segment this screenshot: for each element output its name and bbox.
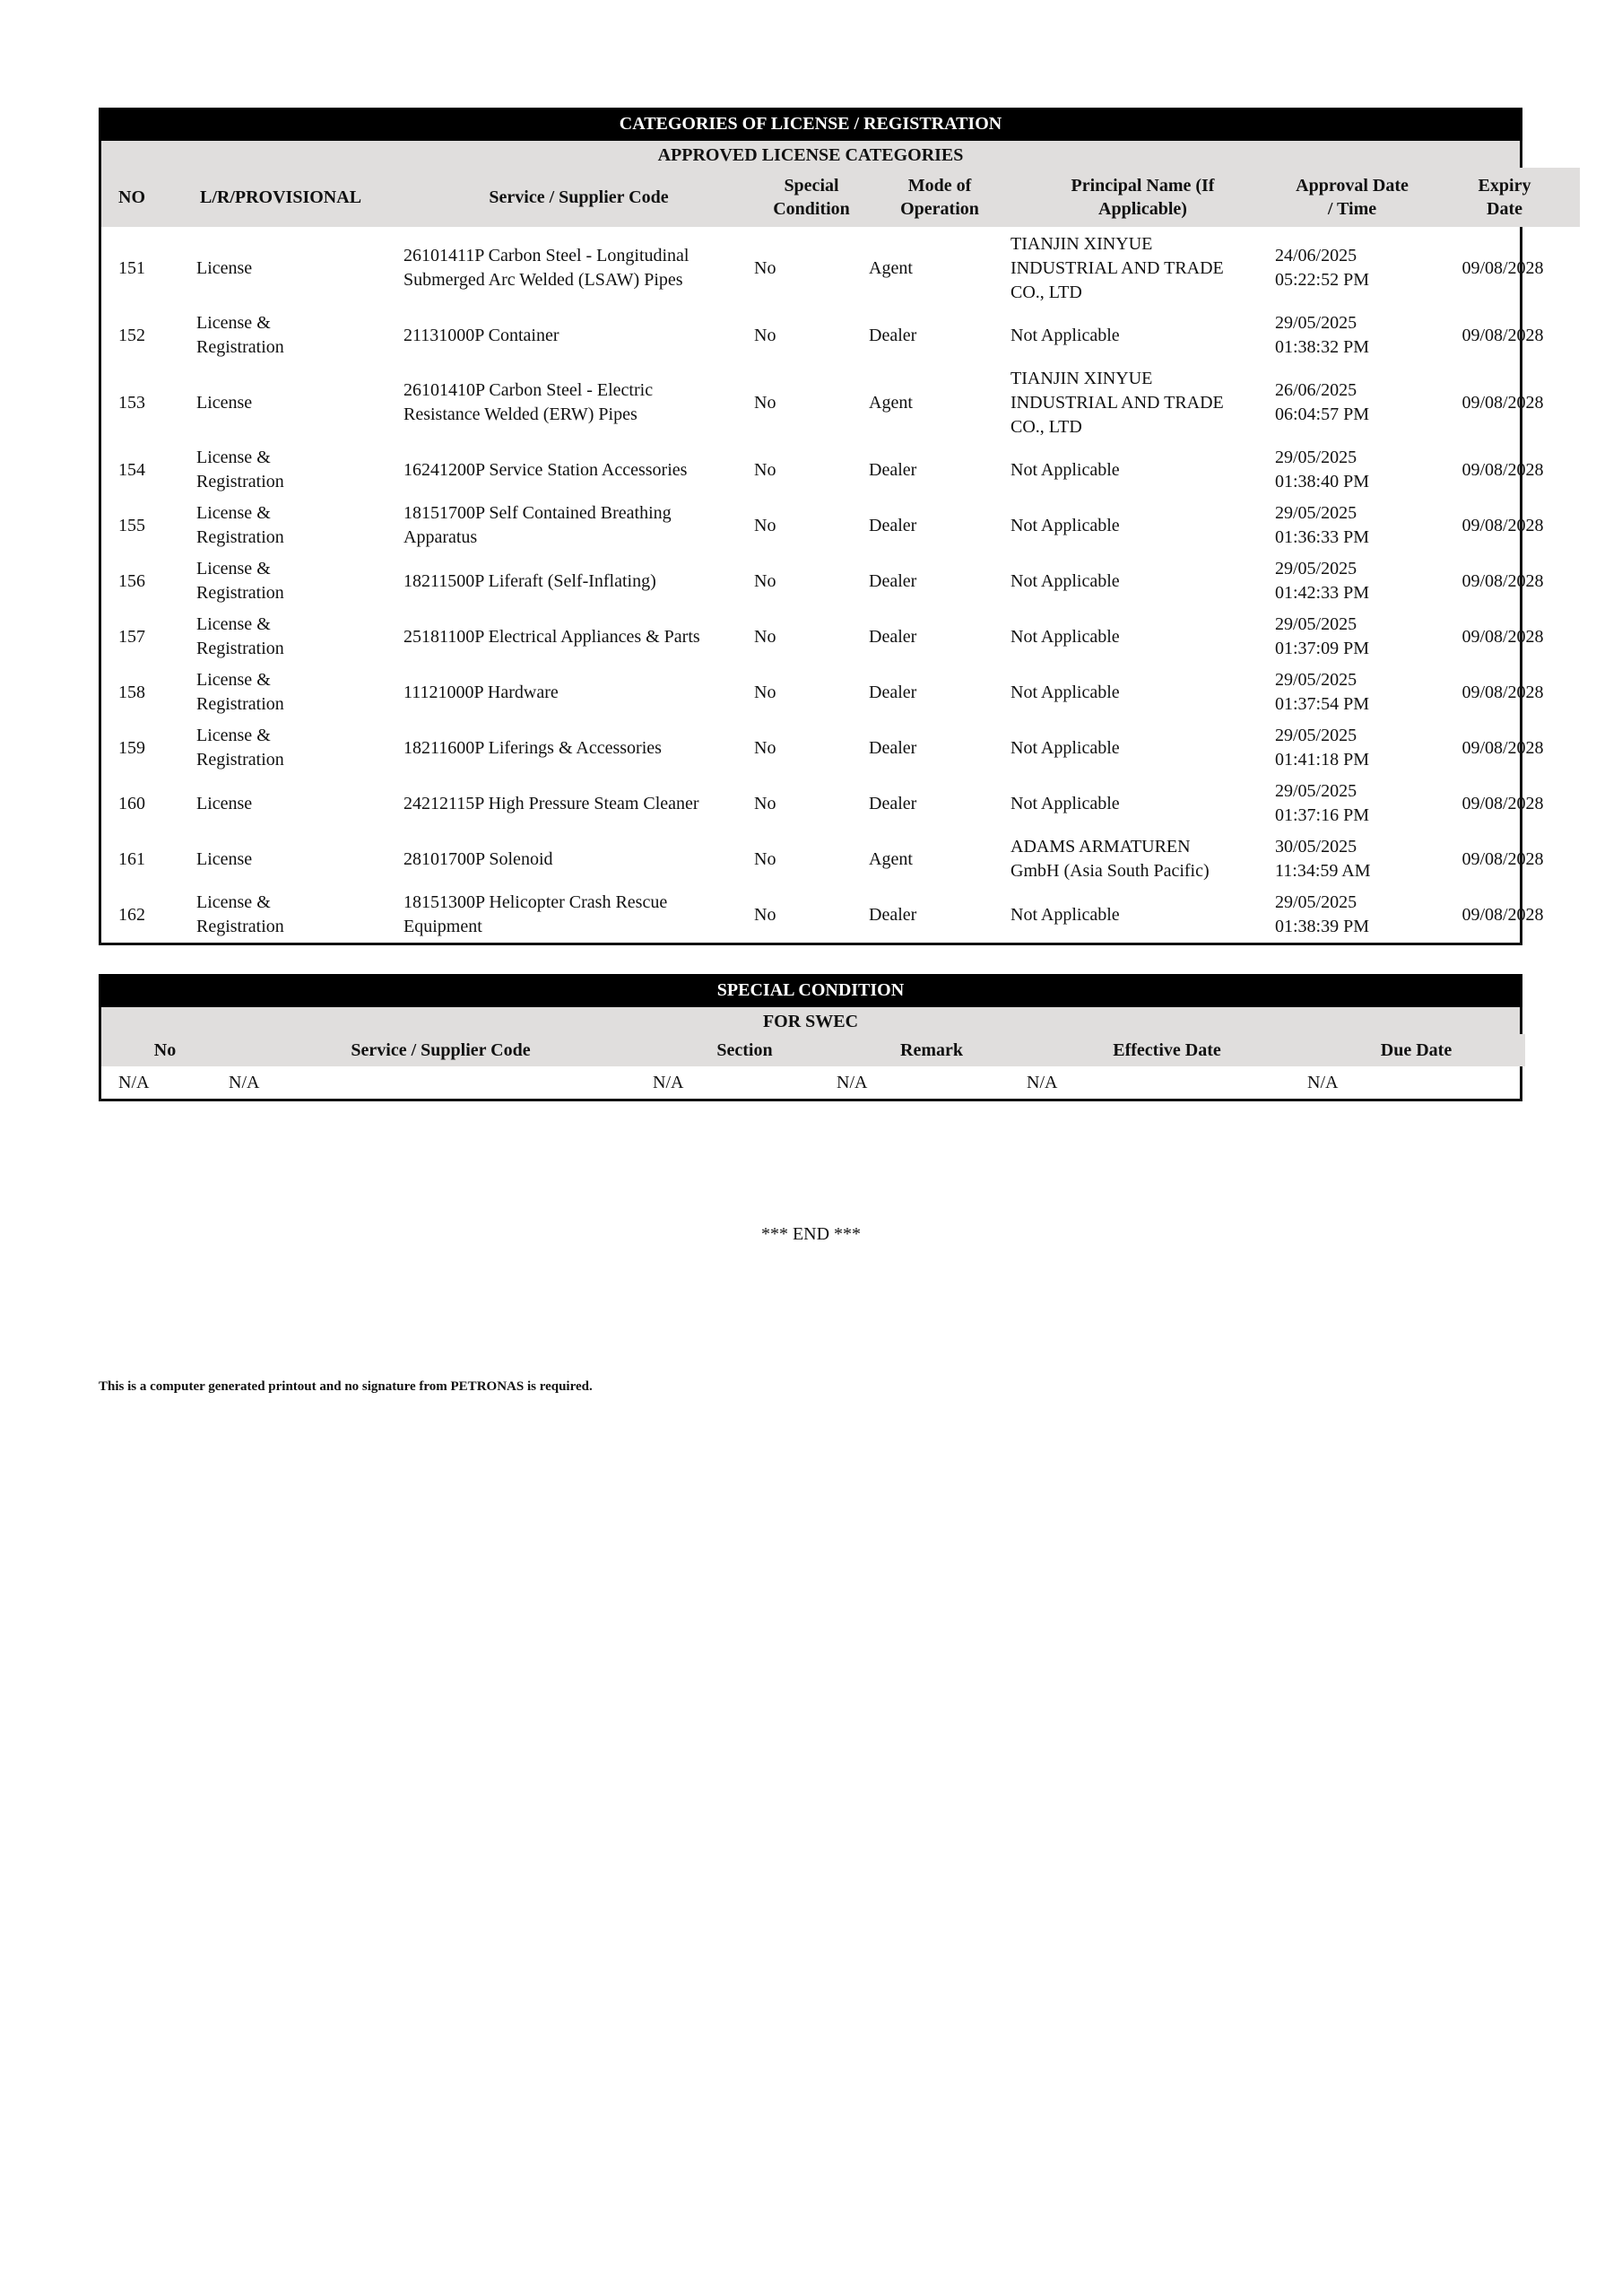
license-section-subtitle: APPROVED LICENSE CATEGORIES — [657, 145, 964, 165]
cell-expiry: 09/08/2028 — [1462, 515, 1544, 535]
special-condition-section — [99, 974, 1522, 1101]
cell-lr: License & Registration — [196, 614, 284, 658]
cell-principal: ADAMS ARMATUREN GmbH (Asia South Pacific) — [1010, 837, 1210, 881]
cell-lr: License — [196, 257, 253, 278]
table-row — [101, 308, 1580, 363]
cell-service: 18211500P Liferaft (Self-Inflating) — [403, 570, 656, 591]
table-row — [101, 887, 1580, 943]
cell-due-date: N/A — [1307, 1072, 1339, 1092]
table-row — [101, 498, 1580, 553]
cell-expiry: 09/08/2028 — [1462, 392, 1544, 413]
approved-license-table — [101, 168, 1580, 943]
cell-service: 24212115P High Pressure Steam Cleaner — [403, 793, 699, 813]
col-header-section: Section — [716, 1040, 773, 1060]
cell-expiry: 09/08/2028 — [1462, 904, 1544, 925]
cell-lr: License — [196, 848, 253, 869]
cell-lr: License & Registration — [196, 726, 284, 770]
license-header-band — [101, 141, 1520, 168]
cell-no: 155 — [118, 515, 145, 535]
cell-special-condition: No — [754, 459, 776, 480]
col-header-remark: Remark — [900, 1040, 963, 1060]
license-table-body — [101, 227, 1580, 943]
cell-mode: Dealer — [869, 459, 917, 480]
cell-no: 151 — [118, 257, 145, 278]
cell-no: N/A — [118, 1072, 150, 1092]
cell-special-condition: No — [754, 848, 776, 869]
cell-principal: TIANJIN XINYUE INDUSTRIAL AND TRADE CO., LTD — [1010, 233, 1224, 302]
cell-mode: Dealer — [869, 515, 917, 535]
cell-service: N/A — [229, 1072, 260, 1092]
cell-expiry: 09/08/2028 — [1462, 737, 1544, 758]
cell-service: 18211600P Liferings & Accessories — [403, 737, 662, 758]
table-row — [101, 776, 1580, 831]
cell-no: 157 — [118, 626, 145, 647]
table-row — [101, 665, 1580, 720]
table-row — [101, 831, 1580, 887]
cell-service: 11121000P Hardware — [403, 682, 559, 702]
cell-principal: Not Applicable — [1010, 737, 1120, 758]
cell-service: 25181100P Electrical Appliances & Parts — [403, 626, 700, 647]
cell-principal: Not Applicable — [1010, 682, 1120, 702]
col-header-approval: Approval Date / Time — [1296, 176, 1409, 219]
cell-no: 153 — [118, 392, 145, 413]
cell-lr: License & Registration — [196, 892, 284, 936]
cell-special-condition: No — [754, 626, 776, 647]
cell-lr: License & Registration — [196, 670, 284, 714]
cell-mode: Dealer — [869, 904, 917, 925]
col-header-service-code: Service / Supplier Code — [489, 187, 669, 207]
cell-effective-date: N/A — [1027, 1072, 1058, 1092]
cell-mode: Agent — [869, 848, 913, 869]
cell-service: 21131000P Container — [403, 325, 559, 345]
cell-expiry: 09/08/2028 — [1462, 626, 1544, 647]
cell-special-condition: No — [754, 904, 776, 925]
col-header-due-date: Due Date — [1380, 1040, 1453, 1060]
cell-no: 162 — [118, 904, 145, 925]
special-condition-header-row — [101, 1034, 1525, 1066]
license-categories-section — [99, 108, 1544, 945]
special-condition-table-header — [101, 1034, 1525, 1066]
cell-expiry: 09/08/2028 — [1462, 682, 1544, 702]
col-header-no: NO — [118, 187, 145, 207]
cell-expiry: 09/08/2028 — [1462, 848, 1544, 869]
footer-disclaimer: This is a computer generated printout and no signature from PETRONAS is required. — [99, 1379, 593, 1394]
cell-no: 161 — [118, 848, 145, 869]
cell-approval: 29/05/2025 01:37:54 PM — [1275, 670, 1370, 714]
cell-approval: 29/05/2025 01:37:16 PM — [1275, 781, 1370, 825]
cell-approval: 29/05/2025 01:37:09 PM — [1275, 614, 1370, 658]
cell-principal: TIANJIN XINYUE INDUSTRIAL AND TRADE CO., LTD — [1010, 368, 1224, 437]
cell-principal: Not Applicable — [1010, 793, 1120, 813]
cell-lr: License & Registration — [196, 503, 284, 547]
table-row — [101, 363, 1580, 442]
cell-remark: N/A — [837, 1072, 868, 1092]
cell-special-condition: No — [754, 325, 776, 345]
license-table-header — [101, 168, 1580, 227]
cell-service: 26101410P Carbon Steel - Electric Resistance Welded (ERW) Pipes — [403, 380, 654, 424]
cell-special-condition: No — [754, 570, 776, 591]
cell-expiry: 09/08/2028 — [1462, 570, 1544, 591]
cell-no: 160 — [118, 793, 145, 813]
cell-no: 154 — [118, 459, 145, 480]
cell-special-condition: No — [754, 793, 776, 813]
cell-lr: License — [196, 392, 253, 413]
cell-mode: Dealer — [869, 325, 917, 345]
cell-approval: 29/05/2025 01:38:39 PM — [1275, 892, 1370, 936]
cell-special-condition: No — [754, 392, 776, 413]
cell-mode: Agent — [869, 257, 913, 278]
cell-lr: License & Registration — [196, 559, 284, 603]
cell-principal: Not Applicable — [1010, 325, 1120, 345]
col-header-service-code: Service / Supplier Code — [351, 1040, 531, 1060]
cell-approval: 30/05/2025 11:34:59 AM — [1275, 837, 1371, 881]
cell-no: 156 — [118, 570, 145, 591]
special-condition-subtitle: FOR SWEC — [762, 1012, 859, 1031]
cell-approval: 26/06/2025 06:04:57 PM — [1275, 380, 1370, 424]
cell-mode: Agent — [869, 392, 913, 413]
cell-expiry: 09/08/2028 — [1462, 793, 1544, 813]
cell-mode: Dealer — [869, 626, 917, 647]
cell-approval: 29/05/2025 01:41:18 PM — [1275, 726, 1370, 770]
col-header-expiry: Expiry Date — [1478, 176, 1531, 219]
cell-lr: License & Registration — [196, 448, 284, 491]
cell-approval: 29/05/2025 01:36:33 PM — [1275, 503, 1370, 547]
col-header-effective-date: Effective Date — [1113, 1040, 1221, 1060]
license-header-row — [101, 168, 1580, 227]
cell-mode: Dealer — [869, 793, 917, 813]
cell-principal: Not Applicable — [1010, 515, 1120, 535]
cell-no: 152 — [118, 325, 145, 345]
cell-section: N/A — [653, 1072, 684, 1092]
table-row — [101, 227, 1580, 308]
cell-service: 28101700P Solenoid — [403, 848, 553, 869]
cell-principal: Not Applicable — [1010, 459, 1120, 480]
special-condition-header-band — [101, 1007, 1520, 1034]
cell-special-condition: No — [754, 737, 776, 758]
table-row — [101, 553, 1580, 609]
cell-special-condition: No — [754, 257, 776, 278]
cell-lr: License — [196, 793, 253, 813]
cell-expiry: 09/08/2028 — [1462, 257, 1544, 278]
cell-service: 18151300P Helicopter Crash Rescue Equipment — [403, 892, 668, 936]
cell-lr: License & Registration — [196, 313, 284, 357]
cell-mode: Dealer — [869, 737, 917, 758]
special-condition-title: SPECIAL CONDITION — [99, 974, 1522, 1007]
cell-expiry: 09/08/2028 — [1462, 459, 1544, 480]
cell-mode: Dealer — [869, 570, 917, 591]
cell-approval: 29/05/2025 01:38:40 PM — [1275, 448, 1370, 491]
cell-special-condition: No — [754, 682, 776, 702]
cell-principal: Not Applicable — [1010, 626, 1120, 647]
cell-principal: Not Applicable — [1010, 570, 1120, 591]
cell-approval: 29/05/2025 01:38:32 PM — [1275, 313, 1370, 357]
cell-mode: Dealer — [869, 682, 917, 702]
special-condition-table-body — [101, 1066, 1525, 1099]
col-header-mode: Mode of Operation — [900, 176, 979, 219]
col-header-no: No — [153, 1040, 177, 1060]
cell-service: 18151700P Self Contained Breathing Apparatus — [403, 503, 672, 547]
cell-approval: 24/06/2025 05:22:52 PM — [1275, 246, 1370, 290]
cell-service: 16241200P Service Station Accessories — [403, 459, 688, 480]
cell-expiry: 09/08/2028 — [1462, 325, 1544, 345]
table-row — [101, 720, 1580, 776]
end-marker: *** END *** — [760, 1224, 862, 1244]
cell-no: 158 — [118, 682, 145, 702]
license-section-title: CATEGORIES OF LICENSE / REGISTRATION — [99, 108, 1522, 141]
col-header-special-condition: Special Condition — [773, 176, 850, 219]
table-row — [101, 609, 1580, 665]
col-header-principal: Principal Name (If Applicable) — [1071, 176, 1215, 219]
cell-principal: Not Applicable — [1010, 904, 1120, 925]
col-header-lr-provisional: L/R/PROVISIONAL — [200, 187, 362, 207]
cell-service: 26101411P Carbon Steel - Longitudinal Submerged Arc Welded (LSAW) Pipes — [403, 246, 690, 290]
table-row — [101, 442, 1580, 498]
cell-no: 159 — [118, 737, 145, 758]
table-row — [101, 1066, 1525, 1099]
cell-approval: 29/05/2025 01:42:33 PM — [1275, 559, 1370, 603]
special-condition-table — [101, 1034, 1525, 1099]
cell-special-condition: No — [754, 515, 776, 535]
